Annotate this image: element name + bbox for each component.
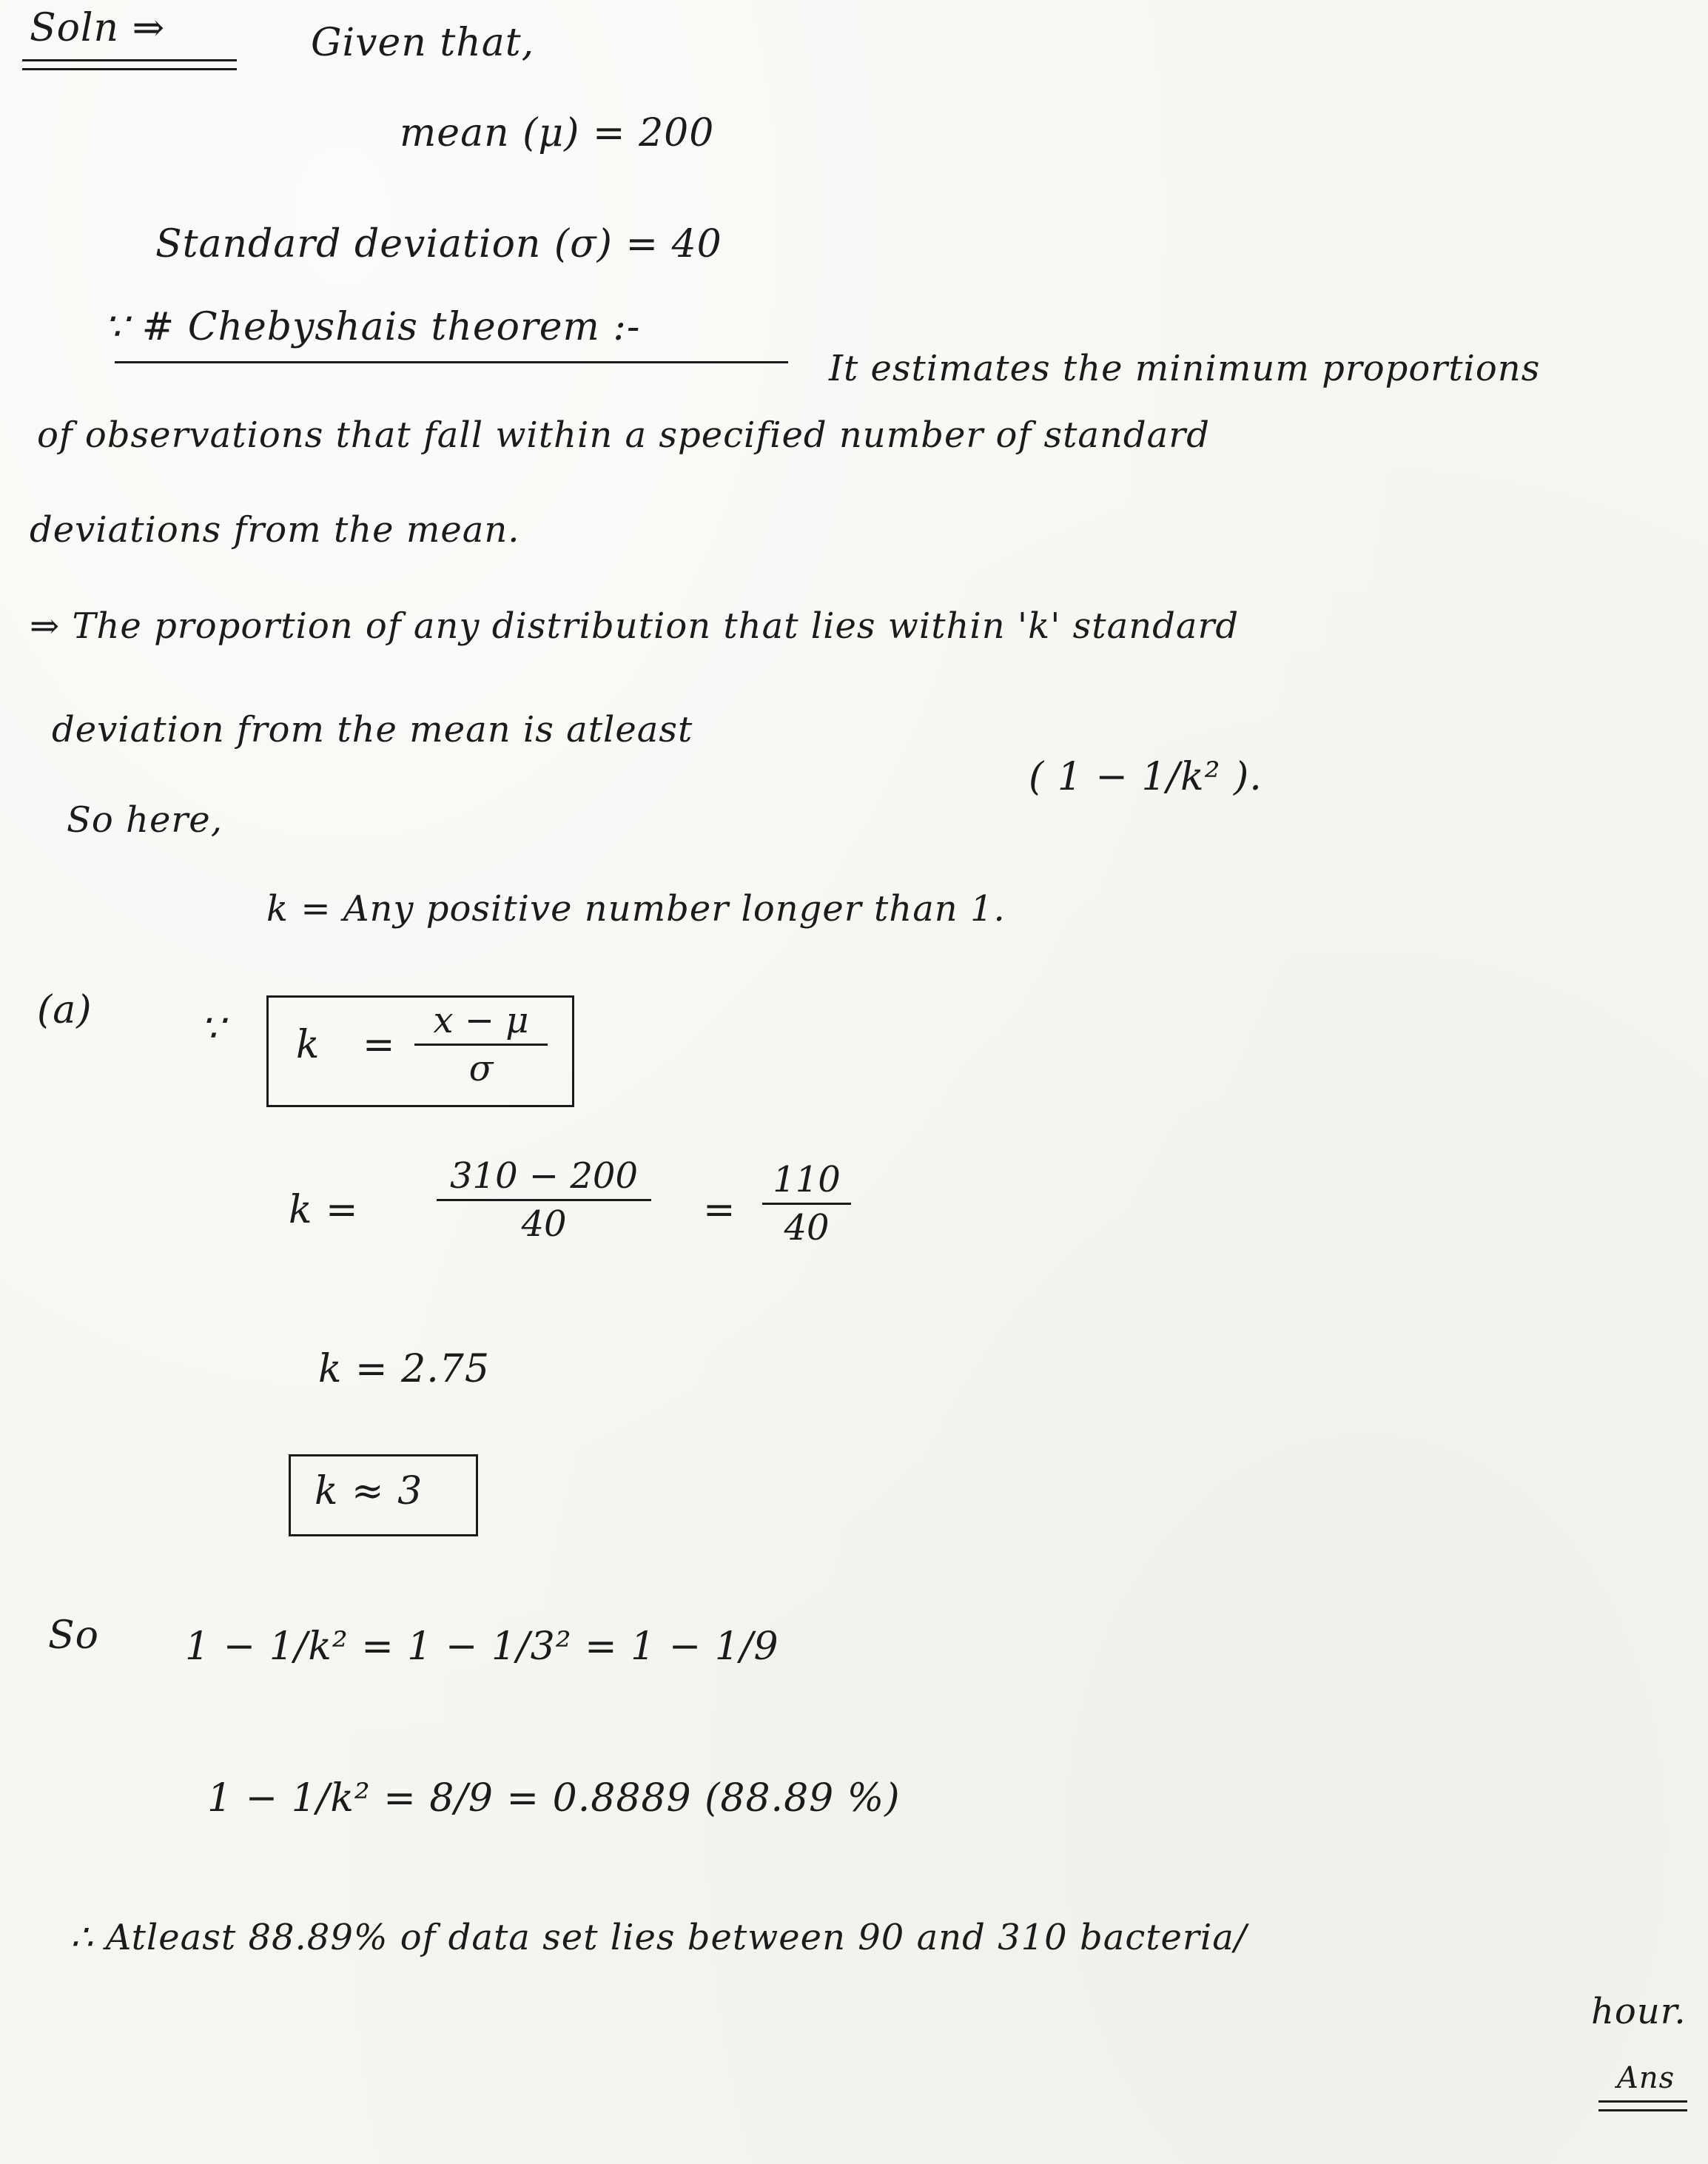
solution-underline [22,59,237,61]
k-approx: k ≈ 3 [315,1469,423,1513]
theorem-line-4: ⇒ The proportion of any distribution that lies within 'k' standard [30,605,1240,647]
calc-equals-2: = [703,1188,736,1232]
answer-underline [1598,2100,1687,2103]
conclusion-continued: hour. [1591,1991,1687,2032]
given-heading: Given that, [311,21,535,65]
conclusion: ∴ Atleast 88.89% of data set lies between 90 and 310 bacteria/ [70,1917,1247,1958]
so-label: So [48,1613,99,1658]
solution-underline-2 [22,68,237,70]
step-2: 1 − 1/k² = 8/9 = 0.8889 (88.89 %) [207,1776,901,1821]
calc-numerator-2: 110 [773,1159,841,1200]
k-definition: k = Any positive number longer than 1. [266,888,1006,930]
theorem-line-3: deviations from the mean. [30,509,520,551]
formula-numerator: x − μ [433,1000,529,1041]
calc-fraction-bar-2 [762,1203,851,1205]
theorem-underline [115,361,788,363]
calc-denominator: 40 [521,1203,567,1245]
calc-fraction [437,1155,651,1246]
theorem-line-5: deviation from the mean is atleast [52,709,693,750]
because-symbol: ∵ [200,1007,226,1051]
part-a-label: (a) [37,988,93,1032]
theorem-line-1: It estimates the minimum proportions [829,348,1541,389]
answer-label: Ans [1617,2061,1675,2095]
k-value: k = 2.75 [318,1347,490,1391]
calc-denominator-2: 40 [784,1207,830,1249]
formula-k: k [296,1023,320,1067]
answer-underline-2 [1598,2109,1687,2111]
formula-denominator: σ [468,1048,494,1089]
formula-fraction-bar [414,1044,548,1046]
solution-label: Soln ⇒ [30,6,166,50]
formula-fraction [414,999,548,1090]
calc-fraction-bar [437,1199,651,1201]
so-here: So here, [67,799,223,841]
theorem-line-2: of observations that fall within a specified number of standard [37,414,1210,456]
calc-fraction-2 [762,1158,851,1249]
calc-lhs: k = [289,1188,359,1232]
theorem-heading: ∵ # Chebyshais theorem :- [104,305,641,349]
mean-line: mean (μ) = 200 [400,111,715,155]
step-1: 1 − 1/k² = 1 − 1/3² = 1 − 1/9 [185,1624,779,1669]
sd-line: Standard deviation (σ) = 40 [155,222,722,266]
calc-numerator: 310 − 200 [450,1155,638,1197]
theorem-expression: ( 1 − 1/k² ). [1029,755,1262,799]
formula-equals: = [363,1023,396,1067]
